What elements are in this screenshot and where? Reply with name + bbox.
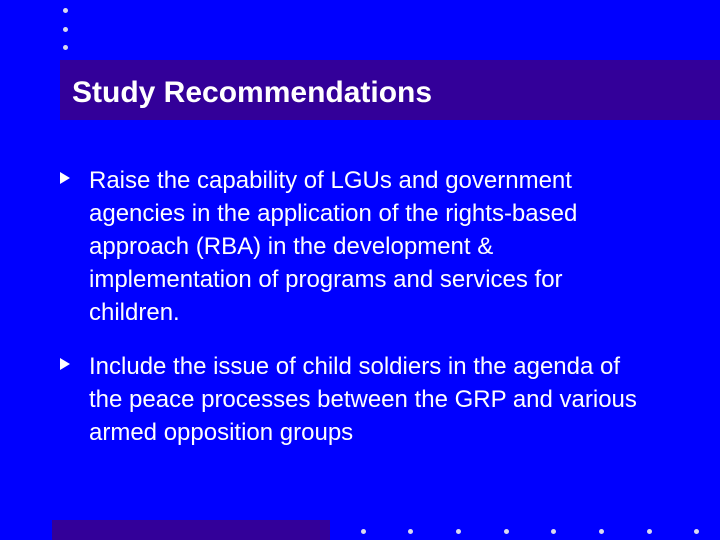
top-left-dot-3 [63,45,68,50]
recommendation-text: Raise the capability of LGUs and government agencies in the application of the rights-based approach (RBA) in the development & implementation of programs and services for children. [89,167,578,326]
top-left-dot-1 [63,8,68,13]
bottom-dot-8 [694,529,699,534]
bottom-dot-1 [361,529,366,534]
recommendation-text: Include the issue of child soldiers in the agenda of the peace processes between the GRP and various armed opposition groups [89,353,637,446]
slide-title: Study Recommendations [72,76,433,109]
bottom-bar [52,520,330,540]
top-left-dot-2 [63,27,68,32]
bottom-dot-6 [599,529,604,534]
bottom-dot-4 [504,529,509,534]
right-pointer-icon [60,172,70,184]
bottom-dot-7 [647,529,652,534]
right-pointer-icon [60,358,70,370]
bottom-dot-3 [456,529,461,534]
bottom-dot-2 [408,529,413,534]
bottom-dot-5 [551,529,556,534]
